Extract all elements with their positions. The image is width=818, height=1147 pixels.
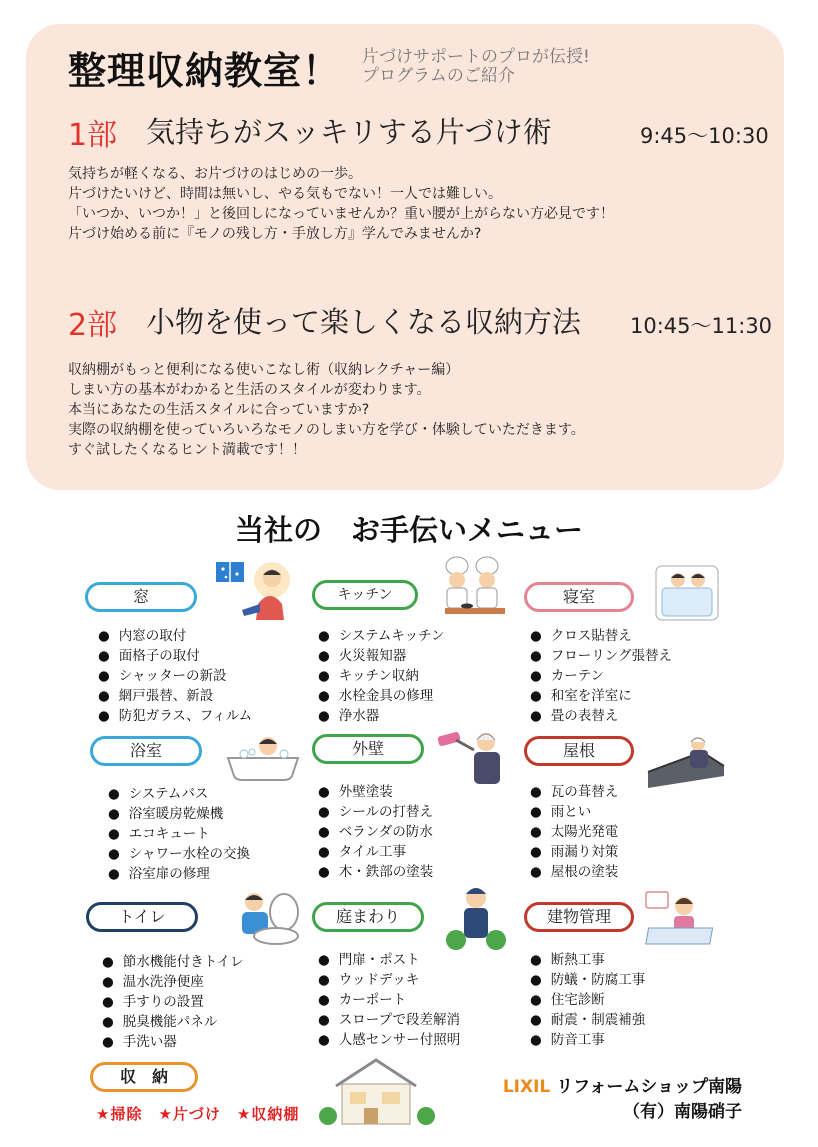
part2-title: 小物を使って楽しくなる収納方法 (146, 305, 582, 339)
list-item: ● 浴室扉の修理 (108, 864, 250, 884)
bed-illustration (652, 562, 722, 628)
gardener-illustration (446, 884, 506, 956)
description-line: 実際の収納棚を使っていろいろなモノのしまい方を学び・体験していただきます。 (68, 422, 585, 438)
list-item: ● 内窓の取付 (98, 626, 252, 646)
chef-illustration (437, 556, 513, 620)
list-item: ● ウッドデッキ (318, 970, 460, 990)
part2-time: 10:45～11:30 (630, 314, 773, 338)
part1-number: 1部 (68, 118, 118, 153)
list-window (98, 626, 252, 726)
list-item: ● シャッターの新設 (98, 666, 252, 686)
list-item: ● 網戸張替、新設 (98, 686, 252, 706)
list-item: ● ベランダの防水 (318, 822, 433, 842)
house-illustration (318, 1056, 436, 1132)
part1-title: 気持ちがスッキリする片づけ術 (146, 115, 552, 149)
painter-illustration (434, 726, 508, 792)
lixil-logo: LIXIL (502, 1077, 551, 1097)
toilet-illustration (232, 890, 304, 952)
list-item: ● 脱臭機能パネル (102, 1012, 244, 1032)
category-bath: 浴室 (90, 736, 202, 766)
list-item: ● 浴室暖房乾燥機 (108, 804, 250, 824)
category-roof: 屋根 (524, 736, 634, 766)
person-window-illustration (214, 560, 294, 626)
company-name: （有）南陽硝子 (623, 1102, 742, 1122)
list-item: ● クロス貼替え (530, 626, 672, 646)
list-item: ● 木・鉄部の塗装 (318, 862, 433, 882)
part1-time: 9:45～10:30 (640, 124, 769, 148)
list-item: ● 人感センサー付照明 (318, 1030, 460, 1050)
list-item: ● 手すりの設置 (102, 992, 244, 1012)
description-line: 収納棚がもっと便利になる使いこなし術（収納レクチャー編） (68, 362, 460, 378)
list-item: ● 火災報知器 (318, 646, 445, 666)
list-building (530, 950, 645, 1050)
list-item: ● 瓦の葺替え (530, 782, 618, 802)
list-item: ● シールの打替え (318, 802, 433, 822)
list-item: ● 浄水器 (318, 706, 445, 726)
subtitle-line: 片づけサポートのプロが伝授! (362, 47, 590, 67)
description-line: 片づけ始める前に『モノの残し方・手放し方』学んでみませんか? (68, 226, 482, 242)
list-item: ● 水栓金具の修理 (318, 686, 445, 706)
list-item: ● フローリング張替え (530, 646, 672, 666)
list-item: ● エコキュート (108, 824, 250, 844)
list-item: ● 防犯ガラス、フィルム (98, 706, 252, 726)
list-item: ● 面格子の取付 (98, 646, 252, 666)
list-item: ● 畳の表替え (530, 706, 672, 726)
list-item: ● カーポート (318, 990, 460, 1010)
list-item: ● 断熱工事 (530, 950, 645, 970)
list-kitchen (318, 626, 445, 726)
roofer-illustration (646, 736, 726, 794)
category-storage: 収 納 (90, 1062, 198, 1092)
category-kitchen: キッチン (312, 580, 418, 610)
part2-description (68, 360, 585, 460)
subtitle (362, 48, 590, 86)
description-line: すぐ試したくなるヒント満載です！！ (68, 442, 306, 458)
list-item: ● 住宅診断 (530, 990, 645, 1010)
page-title: 整理収納教室！ (68, 49, 342, 93)
menu-heading: 当社の お手伝いメニュー (234, 513, 583, 547)
list-item: ● 門扉・ポスト (318, 950, 460, 970)
list-item: ● シャワー水栓の交換 (108, 844, 250, 864)
list-item: ● 節水機能付きトイレ (102, 952, 244, 972)
list-bedroom (530, 626, 672, 726)
category-toilet: トイレ (86, 902, 198, 932)
list-item: ● 雨とい (530, 802, 618, 822)
subtitle-line: プログラムのご紹介 (362, 66, 515, 86)
list-item: ● 外壁塗装 (318, 782, 433, 802)
list-toilet (102, 952, 244, 1052)
list-exterior (318, 782, 433, 882)
category-garden: 庭まわり (312, 902, 424, 932)
list-bath (108, 784, 250, 884)
list-item: ● 太陽光発電 (530, 822, 618, 842)
list-item: ● 防蟻・防腐工事 (530, 970, 645, 990)
list-item: ● スロープで段差解消 (318, 1010, 460, 1030)
category-exterior: 外壁 (312, 734, 424, 764)
bathtub-illustration (224, 734, 302, 790)
description-line: 本当にあなたの生活スタイルに合っていますか? (68, 402, 370, 418)
category-bedroom: 寝室 (524, 582, 634, 612)
category-building: 建物管理 (524, 902, 634, 932)
list-item: ● タイル工事 (318, 842, 433, 862)
description-line: 「いつか、いつか！」と後回しになっていませんか？重い腰が上がらない方必見です！ (68, 206, 614, 222)
list-item: ● 温水洗浄便座 (102, 972, 244, 992)
list-item: ● システムバス (108, 784, 250, 804)
description-line: 気持ちが軽くなる、お片づけのはじめの一歩。 (68, 166, 362, 182)
list-item: ● 手洗い器 (102, 1032, 244, 1052)
list-item: ● 耐震・制震補強 (530, 1010, 645, 1030)
list-garden (318, 950, 460, 1050)
inspector-illustration (644, 886, 726, 952)
part2-number: 2部 (68, 308, 118, 343)
list-item: ● 雨漏り対策 (530, 842, 618, 862)
list-item: ● システムキッチン (318, 626, 445, 646)
shop-label: リフォームショップ南陽 (556, 1077, 742, 1097)
list-item: ● キッチン収納 (318, 666, 445, 686)
description-line: しまい方の基本がわかると生活のスタイルが変わります。 (68, 382, 431, 398)
description-line: 片づけたいけど、時間は無いし、やる気もでない！一人では難しい。 (68, 186, 502, 202)
list-item: ● カーテン (530, 666, 672, 686)
storage-note: ★掃除 ★片づけ ★収納棚 (96, 1105, 300, 1123)
part1-description (68, 164, 614, 244)
list-item: ● 防音工事 (530, 1030, 645, 1050)
list-item: ● 和室を洋室に (530, 686, 672, 706)
list-roof (530, 782, 618, 882)
shop-name (503, 1072, 742, 1097)
list-item: ● 屋根の塗装 (530, 862, 618, 882)
category-window: 窓 (85, 582, 197, 612)
